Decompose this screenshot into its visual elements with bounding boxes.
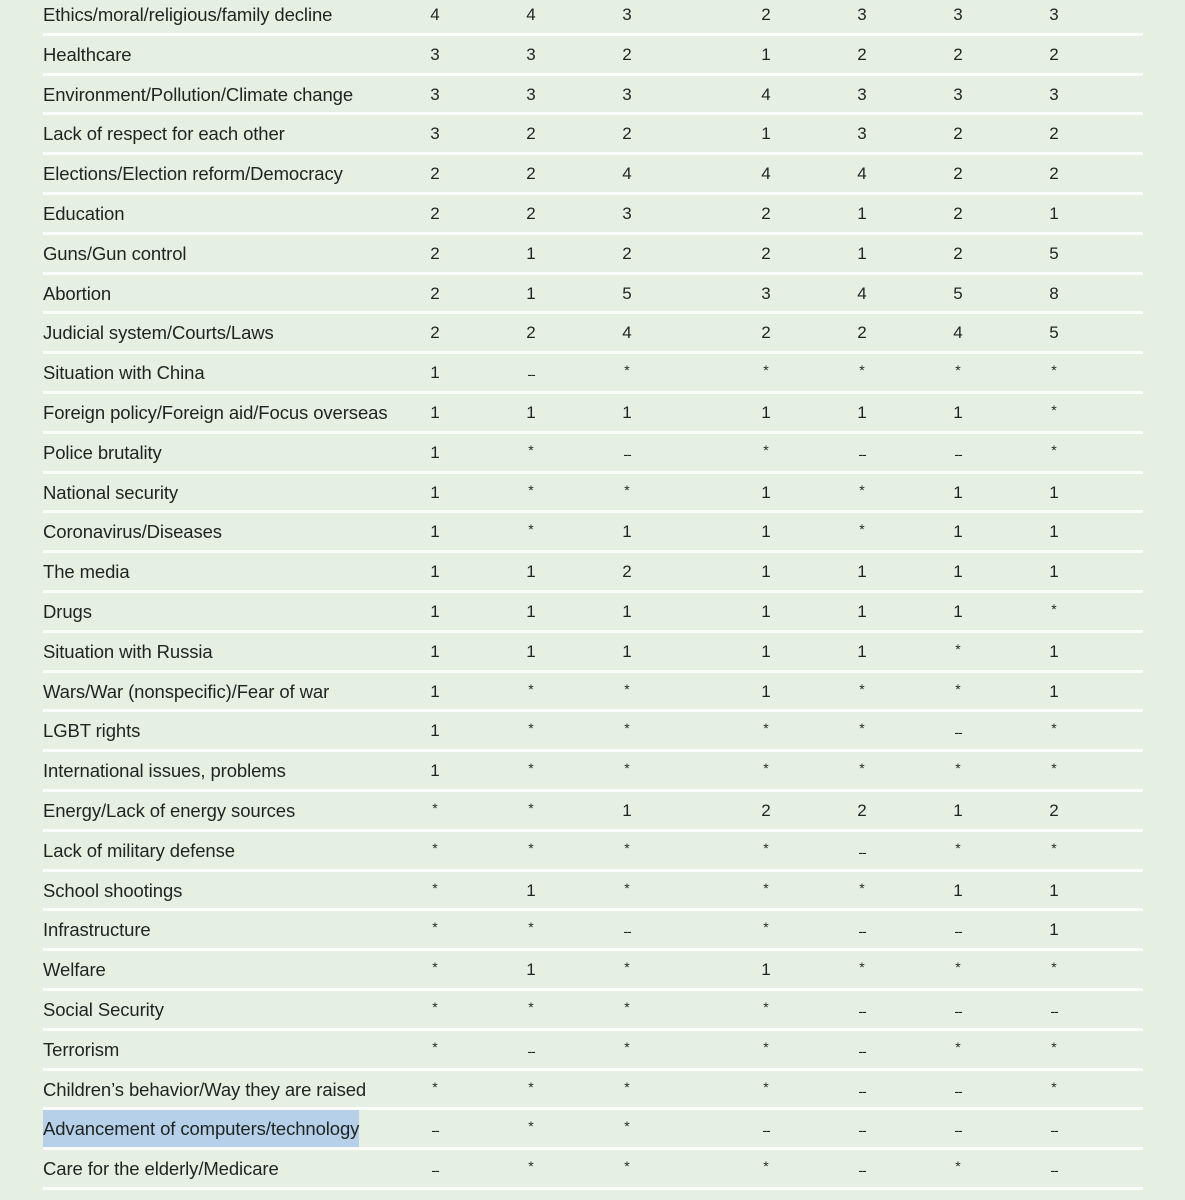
- table-cell: 1: [526, 283, 536, 303]
- table-cell: --: [858, 445, 866, 462]
- table-cell: --: [1050, 1122, 1058, 1139]
- table-cell: *: [859, 959, 865, 976]
- table-cell: *: [624, 680, 630, 697]
- table-cell: 1: [1049, 681, 1059, 701]
- row-label: Education: [43, 202, 125, 224]
- table-cell: --: [858, 1042, 866, 1059]
- table-cell: *: [955, 362, 961, 379]
- table-cell: *: [624, 760, 630, 777]
- table-row: [43, 195, 1143, 235]
- table-cell: *: [859, 680, 865, 697]
- row-label: Wars/War (nonspecific)/Fear of war: [43, 680, 330, 702]
- table-cell: 5: [622, 283, 632, 303]
- table-cell: 2: [953, 164, 963, 184]
- table-cell: 1: [857, 641, 867, 661]
- table-cell: 3: [430, 124, 440, 144]
- table-cell: *: [624, 1038, 630, 1055]
- table-row: [43, 1150, 1143, 1190]
- table-cell: *: [624, 959, 630, 976]
- table-row: [43, 553, 1143, 593]
- table-cell: 1: [1049, 920, 1059, 940]
- table-cell: *: [624, 1118, 630, 1135]
- row-label: Care for the elderly/Medicare: [43, 1158, 279, 1180]
- table-cell: 1: [857, 402, 867, 422]
- table-cell: --: [858, 843, 866, 860]
- table-cell: *: [955, 1038, 961, 1055]
- table-cell: *: [1051, 401, 1057, 418]
- table-cell: 5: [1049, 243, 1059, 263]
- row-label: Police brutality: [43, 441, 162, 463]
- table-cell: 3: [953, 84, 963, 104]
- table-cell: --: [431, 1122, 439, 1139]
- table-cell: 2: [1049, 164, 1059, 184]
- table-cell: 1: [526, 880, 536, 900]
- table-cell: 2: [761, 243, 771, 263]
- table-cell: 3: [430, 84, 440, 104]
- row-label: Elections/Election reform/Democracy: [43, 163, 343, 185]
- table-cell: 1: [430, 522, 440, 542]
- table-cell: *: [432, 919, 438, 936]
- table-cell: 2: [430, 243, 440, 263]
- table-cell: 2: [953, 44, 963, 64]
- row-label-selected[interactable]: Advancement of computers/technology: [43, 1110, 359, 1147]
- table-cell: 1: [761, 960, 771, 980]
- table-cell: *: [859, 481, 865, 498]
- table-cell: 2: [430, 164, 440, 184]
- table-cell: 3: [622, 203, 632, 223]
- table-cell: 4: [622, 323, 632, 343]
- table-cell: 3: [622, 84, 632, 104]
- table-cell: *: [624, 481, 630, 498]
- row-label: Environment/Pollution/Climate change: [43, 83, 354, 105]
- table-cell: *: [1051, 600, 1057, 617]
- table-cell: 1: [430, 562, 440, 582]
- table-cell: 3: [761, 283, 771, 303]
- table-row: [43, 991, 1143, 1031]
- table-cell: *: [859, 760, 865, 777]
- table-cell: 8: [1049, 283, 1059, 303]
- table-cell: 1: [953, 880, 963, 900]
- table-cell: 3: [430, 44, 440, 64]
- table-cell: *: [1051, 1038, 1057, 1055]
- table-cell: 3: [1049, 84, 1059, 104]
- table-cell: *: [763, 441, 769, 458]
- table-cell: *: [763, 760, 769, 777]
- table-cell: --: [1050, 1002, 1058, 1019]
- table-cell: 1: [761, 482, 771, 502]
- table-cell: *: [1051, 441, 1057, 458]
- table-cell: --: [954, 923, 962, 940]
- table-cell: 2: [430, 323, 440, 343]
- table-cell: --: [954, 445, 962, 462]
- table-row: [43, 792, 1143, 832]
- table-cell: *: [1051, 959, 1057, 976]
- table-cell: *: [528, 760, 534, 777]
- table-cell: 2: [953, 124, 963, 144]
- table-row: [43, 1110, 1143, 1150]
- table-cell: 1: [953, 562, 963, 582]
- table-cell: --: [858, 1122, 866, 1139]
- row-label: Situation with Russia: [43, 640, 213, 662]
- table-cell: 2: [430, 283, 440, 303]
- table-cell: 4: [526, 5, 536, 24]
- table-cell: --: [858, 1082, 866, 1099]
- table-cell: *: [432, 959, 438, 976]
- row-label: LGBT rights: [43, 720, 141, 742]
- table-cell: 4: [953, 323, 963, 343]
- table-cell: 1: [1049, 482, 1059, 502]
- table-cell: *: [859, 362, 865, 379]
- table-row: [43, 314, 1143, 354]
- table-cell: 4: [857, 164, 867, 184]
- table-cell: 2: [953, 203, 963, 223]
- table-cell: 5: [1049, 323, 1059, 343]
- table-cell: *: [528, 481, 534, 498]
- table-cell: 1: [430, 363, 440, 383]
- table-cell: *: [624, 1158, 630, 1175]
- table-cell: 1: [430, 641, 440, 661]
- table-cell: --: [623, 923, 631, 940]
- row-label: Coronavirus/Diseases: [43, 521, 222, 543]
- table-cell: 2: [622, 44, 632, 64]
- table-cell: 1: [761, 641, 771, 661]
- table-cell: *: [763, 1078, 769, 1095]
- table-cell: 2: [622, 243, 632, 263]
- data-table: [43, 0, 1143, 1190]
- table-cell: 1: [430, 601, 440, 621]
- table-cell: *: [624, 839, 630, 856]
- table-cell: 4: [761, 164, 771, 184]
- row-label: Ethics/moral/religious/family decline: [43, 4, 333, 25]
- row-label: Lack of military defense: [43, 839, 235, 861]
- table-cell: 1: [430, 482, 440, 502]
- table-cell: *: [528, 839, 534, 856]
- table-cell: 2: [761, 203, 771, 223]
- table-cell: *: [432, 1078, 438, 1095]
- table-cell: 4: [622, 164, 632, 184]
- table-cell: 3: [622, 5, 632, 24]
- table-row: [43, 832, 1143, 872]
- table-cell: 1: [857, 243, 867, 263]
- table-cell: 1: [1049, 203, 1059, 223]
- table-cell: *: [528, 1078, 534, 1095]
- table-cell: 1: [1049, 641, 1059, 661]
- table-cell: 2: [857, 800, 867, 820]
- table-cell: 1: [857, 601, 867, 621]
- table-cell: *: [955, 959, 961, 976]
- table-row: [43, 235, 1143, 275]
- table-cell: 1: [953, 482, 963, 502]
- table-row: [43, 76, 1143, 116]
- row-label: Drugs: [43, 600, 92, 622]
- table-cell: 1: [526, 601, 536, 621]
- table-row: [43, 513, 1143, 553]
- row-label: Abortion: [43, 282, 112, 304]
- table-cell: *: [432, 839, 438, 856]
- table-row: [43, 155, 1143, 195]
- row-label: Guns/Gun control: [43, 242, 187, 264]
- row-label: Infrastructure: [43, 919, 151, 941]
- table-cell: 1: [953, 601, 963, 621]
- table-cell: 1: [622, 522, 632, 542]
- table-cell: *: [624, 362, 630, 379]
- table-cell: --: [527, 366, 535, 383]
- table-cell: *: [955, 640, 961, 657]
- table-row: [43, 275, 1143, 315]
- table-cell: --: [527, 1042, 535, 1059]
- table-cell: 2: [1049, 800, 1059, 820]
- table-cell: *: [432, 799, 438, 816]
- table-cell: 1: [622, 800, 632, 820]
- table-row: [43, 1071, 1143, 1111]
- table-row: [43, 752, 1143, 792]
- table-cell: 1: [430, 442, 440, 462]
- table-cell: *: [528, 720, 534, 737]
- table-cell: 1: [622, 601, 632, 621]
- table-cell: 1: [526, 960, 536, 980]
- table-cell: 2: [526, 323, 536, 343]
- table-cell: *: [763, 839, 769, 856]
- table-cell: 1: [526, 641, 536, 661]
- table-cell: 1: [526, 402, 536, 422]
- table-row: [43, 951, 1143, 991]
- table-cell: 1: [857, 203, 867, 223]
- table-cell: 1: [430, 402, 440, 422]
- table-cell: *: [528, 919, 534, 936]
- table-cell: --: [954, 1082, 962, 1099]
- table-cell: *: [624, 879, 630, 896]
- table-cell: *: [763, 720, 769, 737]
- table-cell: 1: [526, 562, 536, 582]
- row-label: Lack of respect for each other: [43, 123, 285, 145]
- table-cell: *: [528, 521, 534, 538]
- table-row: [43, 911, 1143, 951]
- table-cell: 1: [761, 601, 771, 621]
- row-label: Foreign policy/Foreign aid/Focus overseas: [43, 401, 388, 423]
- table-cell: 4: [761, 84, 771, 104]
- table-row: [43, 354, 1143, 394]
- table-cell: *: [1051, 720, 1057, 737]
- table-cell: 1: [430, 681, 440, 701]
- row-label: Children’s behavior/Way they are raised: [43, 1078, 367, 1100]
- row-label: Energy/Lack of energy sources: [43, 799, 296, 821]
- table-cell: 1: [1049, 880, 1059, 900]
- table-cell: 2: [1049, 124, 1059, 144]
- table-cell: 1: [953, 522, 963, 542]
- table-cell: *: [955, 760, 961, 777]
- table-cell: 3: [857, 5, 867, 24]
- table-cell: 3: [857, 124, 867, 144]
- table-cell: 1: [622, 641, 632, 661]
- table-cell: --: [858, 1162, 866, 1179]
- table-cell: *: [955, 680, 961, 697]
- table-cell: --: [858, 923, 866, 940]
- table-cell: *: [859, 879, 865, 896]
- table-cell: *: [624, 998, 630, 1015]
- table-row: [43, 673, 1143, 713]
- table-cell: *: [624, 1078, 630, 1095]
- table-cell: --: [954, 1002, 962, 1019]
- table-cell: *: [859, 521, 865, 538]
- table-cell: *: [763, 998, 769, 1015]
- table-cell: *: [624, 720, 630, 737]
- table-cell: *: [1051, 839, 1057, 856]
- table-cell: 3: [1049, 5, 1059, 24]
- row-label: Situation with China: [43, 362, 205, 384]
- table-cell: --: [431, 1162, 439, 1179]
- table-row: [43, 593, 1143, 633]
- table-cell: 1: [761, 402, 771, 422]
- table-cell: 2: [622, 562, 632, 582]
- table-cell: 2: [761, 323, 771, 343]
- table-cell: 2: [857, 323, 867, 343]
- row-label: Welfare: [43, 959, 106, 981]
- table-cell: *: [528, 998, 534, 1015]
- table-row: [43, 0, 1143, 36]
- table-cell: 1: [430, 721, 440, 741]
- table-cell: *: [955, 1158, 961, 1175]
- table-row: [43, 633, 1143, 673]
- table-cell: 1: [761, 681, 771, 701]
- table-row: [43, 394, 1143, 434]
- table-cell: --: [623, 445, 631, 462]
- table-cell: 1: [953, 800, 963, 820]
- table-row: [43, 1031, 1143, 1071]
- row-label: School shootings: [43, 879, 183, 901]
- table-cell: 2: [430, 203, 440, 223]
- table-cell: *: [432, 1038, 438, 1055]
- table-cell: 1: [761, 562, 771, 582]
- table-cell: *: [763, 1038, 769, 1055]
- table-cell: 2: [953, 243, 963, 263]
- table-row: [43, 872, 1143, 912]
- table-cell: *: [763, 362, 769, 379]
- row-label: National security: [43, 481, 179, 503]
- table-cell: 2: [761, 800, 771, 820]
- table-row: [43, 474, 1143, 514]
- table-cell: 1: [857, 562, 867, 582]
- table-cell: 3: [526, 44, 536, 64]
- table-cell: *: [432, 879, 438, 896]
- table-cell: --: [858, 1002, 866, 1019]
- row-label: Terrorism: [43, 1038, 120, 1060]
- table-cell: 1: [761, 124, 771, 144]
- table-cell: 1: [761, 522, 771, 542]
- table-cell: *: [1051, 760, 1057, 777]
- table-cell: 1: [761, 44, 771, 64]
- table-cell: *: [1051, 1078, 1057, 1095]
- table-cell: *: [528, 1158, 534, 1175]
- table-cell: 1: [526, 243, 536, 263]
- row-label: Judicial system/Courts/Laws: [43, 322, 274, 344]
- row-label: Social Security: [43, 998, 164, 1020]
- table-cell: --: [762, 1122, 770, 1139]
- table-cell: *: [859, 720, 865, 737]
- table-cell: 4: [857, 283, 867, 303]
- table-row: [43, 712, 1143, 752]
- table-cell: *: [763, 919, 769, 936]
- table-cell: *: [528, 441, 534, 458]
- table-row: [43, 434, 1143, 474]
- table-cell: *: [528, 680, 534, 697]
- table-cell: 3: [526, 84, 536, 104]
- table-cell: *: [1051, 362, 1057, 379]
- row-label: International issues, problems: [43, 760, 286, 782]
- table-cell: --: [954, 1122, 962, 1139]
- table-row: [43, 36, 1143, 76]
- table-cell: 2: [526, 203, 536, 223]
- table-cell: 4: [430, 5, 440, 24]
- table-cell: *: [763, 1158, 769, 1175]
- table-cell: *: [432, 998, 438, 1015]
- table-cell: --: [954, 724, 962, 741]
- table-cell: 2: [1049, 44, 1059, 64]
- table-cell: 3: [857, 84, 867, 104]
- table-row: [43, 115, 1143, 155]
- table-cell: *: [763, 879, 769, 896]
- table-cell: 2: [526, 164, 536, 184]
- table-cell: 5: [953, 283, 963, 303]
- table-cell: 1: [1049, 562, 1059, 582]
- row-label: Healthcare: [43, 43, 132, 65]
- table-cell: 1: [953, 402, 963, 422]
- table-cell: 2: [761, 5, 771, 24]
- table-cell: 1: [430, 761, 440, 781]
- table-cell: 3: [953, 5, 963, 24]
- table-cell: *: [528, 799, 534, 816]
- table-cell: 2: [622, 124, 632, 144]
- table-cell: *: [955, 839, 961, 856]
- table-cell: *: [528, 1118, 534, 1135]
- table-cell: --: [1050, 1162, 1058, 1179]
- table-cell: 1: [1049, 522, 1059, 542]
- table-cell: 2: [857, 44, 867, 64]
- row-label: The media: [43, 561, 130, 583]
- table-cell: 2: [526, 124, 536, 144]
- table-cell: 1: [622, 402, 632, 422]
